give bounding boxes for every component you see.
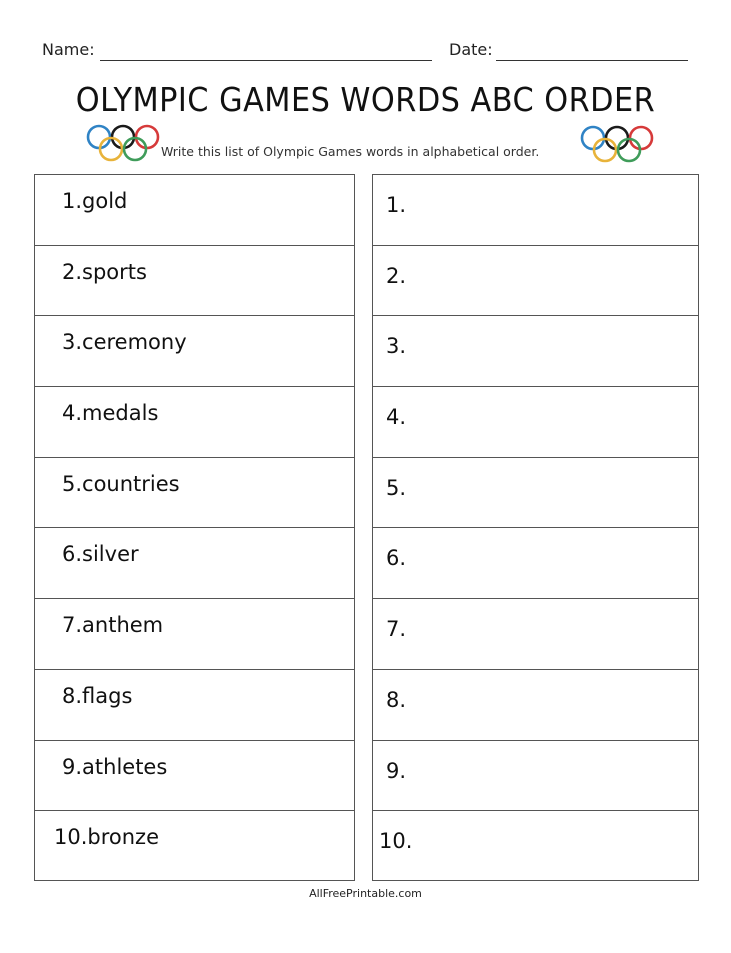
word-row [35,599,354,670]
answer-row[interactable] [373,741,698,812]
name-line[interactable] [100,60,432,61]
word-row [35,811,354,882]
answer-row[interactable] [373,175,698,246]
word-row [35,316,354,387]
answer-row[interactable] [373,246,698,317]
answer-number: 9. [386,758,407,783]
word-text: 3.ceremony [62,330,187,355]
header-fields [42,38,692,62]
answer-number: 7. [386,617,407,642]
word-row [35,175,354,246]
footer-credit: AllFreePrintable.com [309,887,422,900]
word-text: 6.silver [62,542,139,567]
page-title: OLYMPIC GAMES WORDS ABC ORDER [75,80,656,119]
word-list [34,174,355,881]
date-line[interactable] [496,60,688,61]
olympic-rings-icon [580,125,656,165]
answer-row[interactable] [373,528,698,599]
answer-number: 3. [386,334,407,359]
word-text: 2.sports [62,259,147,284]
word-text: 1.gold [62,189,128,213]
word-row [35,387,354,458]
answer-list [372,174,699,881]
word-row [35,741,354,812]
date-label: Date: [449,40,493,59]
answer-row[interactable] [373,458,698,529]
answer-number: 10. [379,829,413,854]
word-text: 9.athletes [62,754,168,779]
answer-row[interactable] [373,811,698,882]
answer-number: 1. [386,193,407,217]
word-row [35,670,354,741]
word-row [35,246,354,317]
answer-number: 6. [386,546,407,571]
answer-row[interactable] [373,316,698,387]
answer-number: 8. [386,687,407,712]
answer-row[interactable] [373,387,698,458]
word-text: 10.bronze [54,825,159,850]
word-row [35,528,354,599]
answer-number: 4. [386,405,407,430]
answer-number: 5. [386,475,407,500]
name-label: Name: [42,40,95,59]
answer-row[interactable] [373,670,698,741]
instructions: Write this list of Olympic Games words in alphabetical order. [161,144,540,159]
word-text: 8.flags [62,683,133,708]
word-text: 4.medals [62,401,159,426]
word-text: 7.anthem [62,613,164,638]
answer-row[interactable] [373,599,698,670]
answer-number: 2. [386,263,407,288]
word-row [35,458,354,529]
olympic-rings-icon [86,124,162,164]
word-text: 5.countries [62,471,180,496]
